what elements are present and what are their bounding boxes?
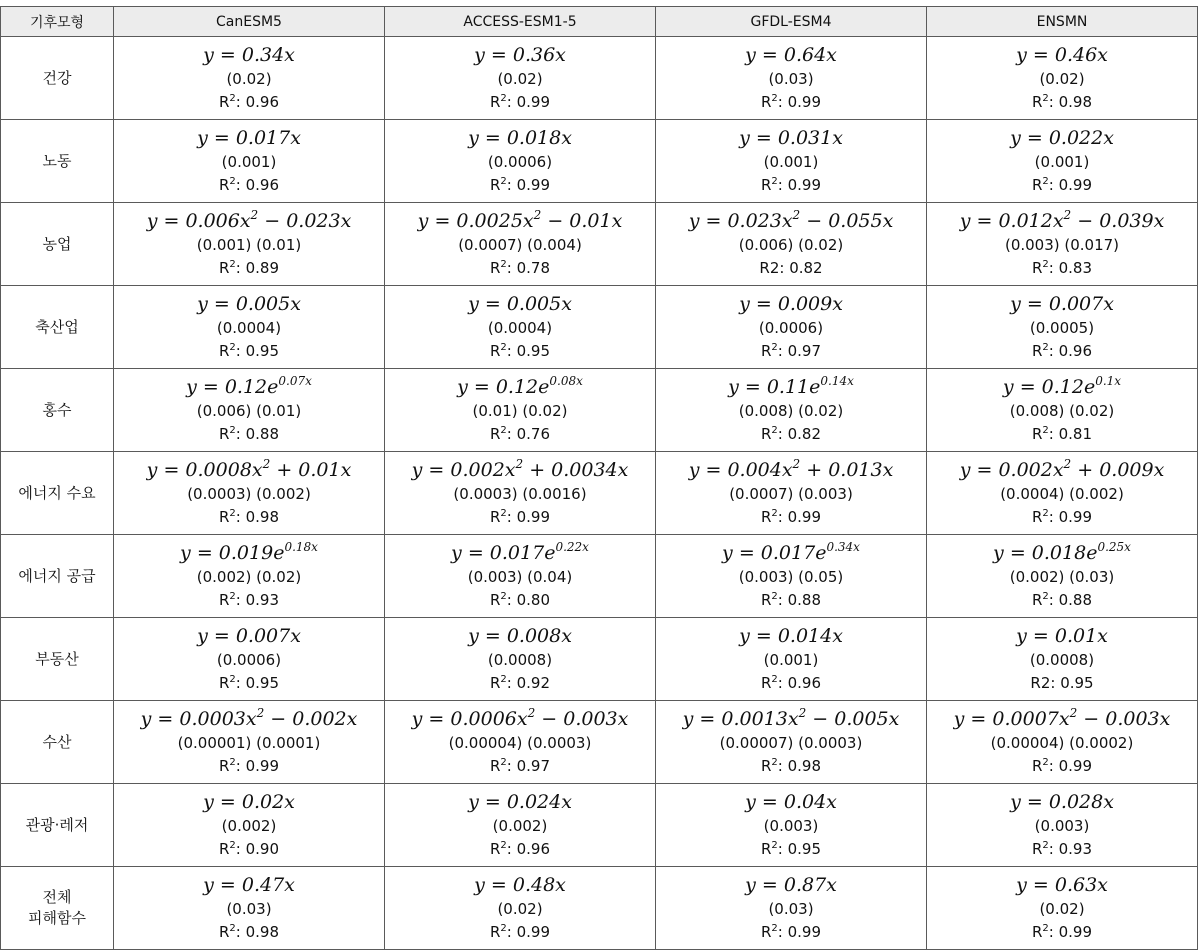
row-label: 농업 — [1, 203, 114, 286]
table-row — [1, 784, 1198, 867]
table-cell — [114, 203, 385, 286]
equation: y = 0.04x — [745, 790, 837, 813]
table-row — [1, 286, 1198, 369]
table-cell — [114, 120, 385, 203]
standard-error: (0.003) — [763, 816, 819, 835]
standard-error: (0.001) — [763, 650, 819, 669]
table-cell — [656, 618, 927, 701]
equation: y = 0.017x — [197, 126, 301, 149]
table-row — [1, 203, 1198, 286]
standard-error: (0.0006) — [216, 650, 282, 669]
header-climate-model: 기후모형 — [1, 7, 114, 37]
header-canesm5: CanESM5 — [114, 7, 385, 37]
r-squared: $R^2$: 0.76 — [489, 424, 551, 443]
row-label: 건강 — [1, 37, 114, 120]
r-squared: $R^2$: 0.90 — [218, 839, 280, 858]
equation: y = 0.022x — [1010, 126, 1114, 149]
standard-error: (0.0007) (0.004) — [458, 235, 582, 254]
standard-error: (0.003) (0.017) — [1004, 235, 1120, 254]
table-cell — [656, 784, 927, 867]
standard-error: (0.001) (0.01) — [196, 235, 302, 254]
header-row — [1, 7, 1198, 37]
equation: $y = 0.12e^{0.07x}$ — [186, 373, 312, 398]
table-cell — [656, 701, 927, 784]
table-row — [1, 369, 1198, 452]
equation: $y = 0.0003x^2 - 0.002x$ — [140, 705, 358, 730]
table-cell — [927, 369, 1198, 452]
r-squared: $R^2$: 0.97 — [760, 341, 822, 360]
table-cell — [385, 867, 656, 950]
row-label: 에너지 공급 — [1, 535, 114, 618]
standard-error: (0.01) (0.02) — [472, 401, 568, 420]
table-cell — [114, 452, 385, 535]
table-row — [1, 867, 1198, 950]
r-squared: $R^2$: 0.96 — [1031, 341, 1093, 360]
standard-error: (0.002) — [221, 816, 277, 835]
standard-error: (0.0004) — [216, 318, 282, 337]
r-squared: $R^2$: 0.96 — [489, 839, 551, 858]
table-cell — [385, 784, 656, 867]
equation: y = 0.34x — [203, 43, 295, 66]
r-squared: $R^2$: 0.98 — [760, 756, 822, 775]
equation: $y = 0.017e^{0.22x}$ — [451, 539, 589, 564]
r-squared: $R^2$: 0.99 — [489, 92, 551, 111]
standard-error: (0.002) (0.03) — [1009, 567, 1115, 586]
table-row — [1, 618, 1198, 701]
standard-error: (0.003) (0.04) — [467, 567, 573, 586]
r-squared: $R^2$: 0.97 — [489, 756, 551, 775]
r-squared: $R^2$: 0.89 — [218, 258, 280, 277]
header-access-esm1-5: ACCESS-ESM1-5 — [385, 7, 656, 37]
equation: $y = 0.12e^{0.1x}$ — [1002, 373, 1122, 398]
standard-error: (0.0008) — [1029, 650, 1095, 669]
equation: y = 0.031x — [739, 126, 843, 149]
standard-error: (0.03) — [226, 899, 272, 918]
table-cell — [385, 203, 656, 286]
standard-error: (0.02) — [497, 899, 543, 918]
equation: $y = 0.0008x^2 + 0.01x$ — [146, 456, 352, 481]
table-cell — [656, 203, 927, 286]
table-cell — [927, 535, 1198, 618]
table-cell — [927, 784, 1198, 867]
equation: $y = 0.018e^{0.25x}$ — [993, 539, 1131, 564]
row-label: 홍수 — [1, 369, 114, 452]
r-squared: $R^2$: 0.99 — [489, 507, 551, 526]
r-squared: $R^2$: 0.88 — [760, 590, 822, 609]
table-row — [1, 120, 1198, 203]
equation: y = 0.87x — [745, 873, 837, 896]
r-squared: $R^2$: 0.99 — [760, 92, 822, 111]
standard-error: (0.02) — [497, 69, 543, 88]
table-cell — [927, 701, 1198, 784]
equation: y = 0.008x — [468, 624, 572, 647]
r-squared: $R^2$: 0.83 — [1031, 258, 1093, 277]
equation: y = 0.018x — [468, 126, 572, 149]
equation: $y = 0.006x^2 - 0.023x$ — [146, 207, 352, 232]
standard-error: (0.008) (0.02) — [1009, 401, 1115, 420]
r-squared: $R^2$: 0.88 — [218, 424, 280, 443]
r-squared: $R^2$: 0.92 — [489, 673, 551, 692]
standard-error: (0.001) — [763, 152, 819, 171]
equation: y = 0.63x — [1016, 873, 1108, 896]
r-squared: $R^2$: 0.96 — [760, 673, 822, 692]
table-cell — [114, 701, 385, 784]
r-squared: $R^2$: 0.96 — [218, 92, 280, 111]
r-squared: $R^2$: 0.99 — [489, 175, 551, 194]
equation: $y = 0.019e^{0.18x}$ — [180, 539, 318, 564]
equation: $y = 0.002x^2 + 0.009x$ — [959, 456, 1165, 481]
r-squared: $R^2$: 0.99 — [760, 922, 822, 941]
equation: y = 0.014x — [739, 624, 843, 647]
table-cell — [114, 784, 385, 867]
standard-error: (0.03) — [768, 899, 814, 918]
r-squared: $R^2$: 0.82 — [760, 424, 822, 443]
r-squared: $R^2$: 0.95 — [218, 341, 280, 360]
standard-error: (0.003) (0.05) — [738, 567, 844, 586]
standard-error: (0.02) — [226, 69, 272, 88]
header-gfdl-esm4: GFDL-ESM4 — [656, 7, 927, 37]
standard-error: (0.006) (0.01) — [196, 401, 302, 420]
table-cell — [114, 535, 385, 618]
r-squared: $R^2$: 0.95 — [489, 341, 551, 360]
table-cell — [114, 867, 385, 950]
table-row — [1, 701, 1198, 784]
table-cell — [656, 867, 927, 950]
r-squared: $R^2$: 0.99 — [1031, 756, 1093, 775]
table-cell — [656, 452, 927, 535]
table-cell — [385, 120, 656, 203]
equation: $y = 0.004x^2 + 0.013x$ — [688, 456, 894, 481]
table-header — [1, 7, 1198, 37]
standard-error: (0.00004) (0.0003) — [448, 733, 592, 752]
standard-error: (0.02) — [1039, 899, 1085, 918]
standard-error: (0.002) — [492, 816, 548, 835]
standard-error: (0.002) (0.02) — [196, 567, 302, 586]
r-squared: $R^2$: 0.80 — [489, 590, 551, 609]
table-cell — [927, 867, 1198, 950]
table-cell — [385, 701, 656, 784]
r-squared: R2: 0.95 — [1030, 673, 1094, 692]
table-cell — [385, 286, 656, 369]
table-cell — [656, 286, 927, 369]
row-label: 수산 — [1, 701, 114, 784]
equation: $y = 0.0007x^2 - 0.003x$ — [953, 705, 1171, 730]
table-body — [1, 37, 1198, 950]
standard-error: (0.00004) (0.0002) — [990, 733, 1134, 752]
table-cell — [927, 452, 1198, 535]
equation: y = 0.007x — [197, 624, 301, 647]
equation: $y = 0.0006x^2 - 0.003x$ — [411, 705, 629, 730]
standard-error: (0.001) — [1034, 152, 1090, 171]
table-cell — [656, 535, 927, 618]
standard-error: (0.0005) — [1029, 318, 1095, 337]
table-row — [1, 452, 1198, 535]
equation: y = 0.028x — [1010, 790, 1114, 813]
standard-error: (0.0007) (0.003) — [729, 484, 853, 503]
table-cell — [114, 618, 385, 701]
r-squared: $R^2$: 0.81 — [1031, 424, 1093, 443]
r-squared: $R^2$: 0.78 — [489, 258, 551, 277]
equation: y = 0.48x — [474, 873, 566, 896]
standard-error: (0.02) — [1039, 69, 1085, 88]
table-cell — [385, 369, 656, 452]
row-label: 관광·레저 — [1, 784, 114, 867]
r-squared: $R^2$: 0.99 — [1031, 922, 1093, 941]
standard-error: (0.008) (0.02) — [738, 401, 844, 420]
standard-error: (0.0004) (0.002) — [1000, 484, 1124, 503]
equation: $y = 0.12e^{0.08x}$ — [457, 373, 583, 398]
standard-error: (0.006) (0.02) — [738, 235, 844, 254]
table-cell — [114, 286, 385, 369]
r-squared: $R^2$: 0.99 — [489, 922, 551, 941]
r-squared: $R^2$: 0.95 — [218, 673, 280, 692]
standard-error: (0.001) — [221, 152, 277, 171]
equation: y = 0.007x — [1010, 292, 1114, 315]
r-squared: $R^2$: 0.98 — [1031, 92, 1093, 111]
r-squared: $R^2$: 0.98 — [218, 922, 280, 941]
equation: y = 0.46x — [1016, 43, 1108, 66]
r-squared: $R^2$: 0.99 — [1031, 175, 1093, 194]
table-cell — [114, 369, 385, 452]
r-squared: $R^2$: 0.95 — [760, 839, 822, 858]
table-cell — [385, 535, 656, 618]
table-cell — [927, 286, 1198, 369]
r-squared: $R^2$: 0.93 — [218, 590, 280, 609]
equation: y = 0.01x — [1016, 624, 1108, 647]
r-squared: $R^2$: 0.99 — [760, 175, 822, 194]
equation: y = 0.47x — [203, 873, 295, 896]
standard-error: (0.0003) (0.002) — [187, 484, 311, 503]
r-squared: $R^2$: 0.96 — [218, 175, 280, 194]
table-cell — [114, 37, 385, 120]
equation: $y = 0.023x^2 - 0.055x$ — [688, 207, 894, 232]
row-label: 축산업 — [1, 286, 114, 369]
equation: $y = 0.0013x^2 - 0.005x$ — [682, 705, 900, 730]
r-squared: $R^2$: 0.93 — [1031, 839, 1093, 858]
table-row — [1, 535, 1198, 618]
standard-error: (0.0006) — [758, 318, 824, 337]
standard-error: (0.00001) (0.0001) — [177, 733, 321, 752]
row-label: 에너지 수요 — [1, 452, 114, 535]
row-label: 부동산 — [1, 618, 114, 701]
r-squared: $R^2$: 0.99 — [218, 756, 280, 775]
equation: $y = 0.11e^{0.14x}$ — [728, 373, 854, 398]
table-cell — [656, 37, 927, 120]
equation: y = 0.36x — [474, 43, 566, 66]
equation: $y = 0.002x^2 + 0.0034x$ — [411, 456, 629, 481]
standard-error: (0.0006) — [487, 152, 553, 171]
standard-error: (0.03) — [768, 69, 814, 88]
equation: $y = 0.0025x^2 - 0.01x$ — [417, 207, 623, 232]
table-cell — [927, 120, 1198, 203]
standard-error: (0.003) — [1034, 816, 1090, 835]
table-cell — [927, 618, 1198, 701]
equation: y = 0.005x — [468, 292, 572, 315]
table-cell — [927, 203, 1198, 286]
standard-error: (0.0003) (0.0016) — [453, 484, 587, 503]
damage-function-table — [0, 6, 1198, 950]
r-squared: $R^2$: 0.88 — [1031, 590, 1093, 609]
equation: y = 0.02x — [203, 790, 295, 813]
row-label: 노동 — [1, 120, 114, 203]
equation: $y = 0.012x^2 - 0.039x$ — [959, 207, 1165, 232]
standard-error: (0.00007) (0.0003) — [719, 733, 863, 752]
r-squared: $R^2$: 0.99 — [1031, 507, 1093, 526]
table-cell — [656, 369, 927, 452]
row-label: 전체 피해함수 — [1, 867, 114, 950]
table-cell — [385, 618, 656, 701]
table-row — [1, 37, 1198, 120]
equation: $y = 0.017e^{0.34x}$ — [722, 539, 860, 564]
equation: y = 0.64x — [745, 43, 837, 66]
header-ensmn: ENSMN — [927, 7, 1198, 37]
r-squared: $R^2$: 0.99 — [760, 507, 822, 526]
equation: y = 0.009x — [739, 292, 843, 315]
equation: y = 0.005x — [197, 292, 301, 315]
table-cell — [385, 452, 656, 535]
table-cell — [385, 37, 656, 120]
standard-error: (0.0008) — [487, 650, 553, 669]
standard-error: (0.0004) — [487, 318, 553, 337]
r-squared: $R^2$: 0.98 — [218, 507, 280, 526]
table-cell — [927, 37, 1198, 120]
r-squared: R2: 0.82 — [759, 258, 823, 277]
equation: y = 0.024x — [468, 790, 572, 813]
table-cell — [656, 120, 927, 203]
